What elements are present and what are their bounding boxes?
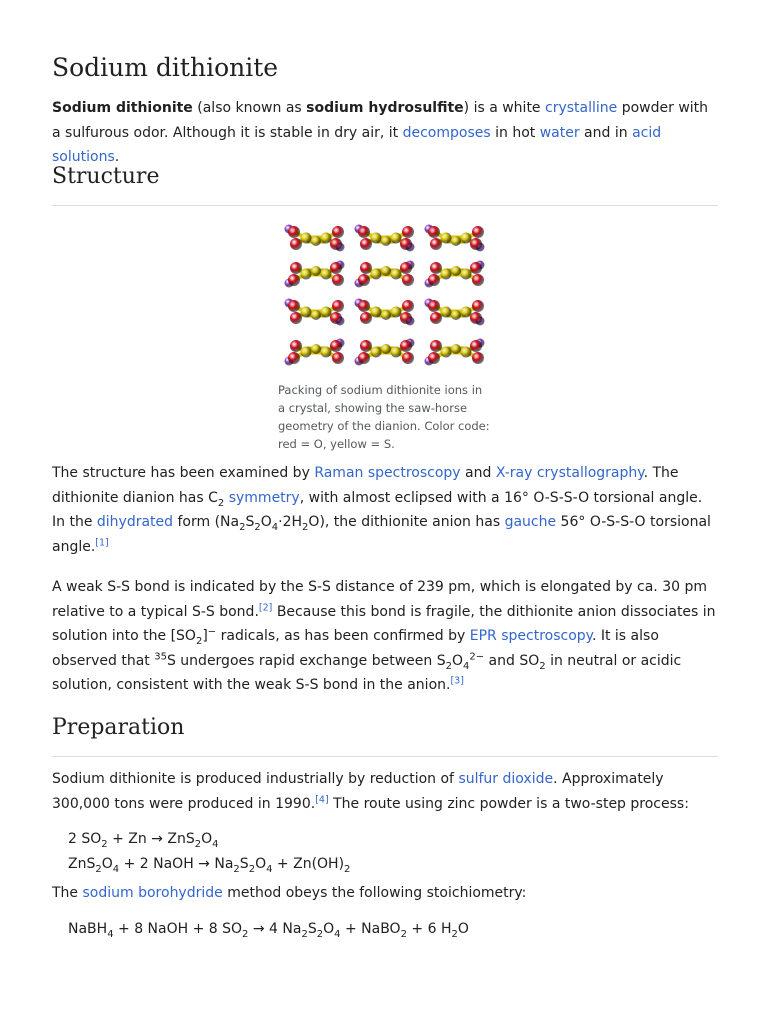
subscript: 4 [462,660,470,672]
oxygen-atom [330,238,342,250]
preparation-paragraph-2 [52,881,718,906]
text: . [114,149,120,165]
link-symmetry[interactable]: symmetry [228,489,300,506]
oxygen-atom [430,262,442,274]
heading-preparation: Preparation [52,715,185,740]
text: NaBH [68,921,108,937]
text: → 4 Na [248,921,302,937]
subscript: 2 [101,838,108,850]
page-title: Sodium dithionite [52,53,279,82]
sulfur-atom [461,269,472,280]
subscript: 4 [271,521,279,533]
bold-term: sodium hydrosulfite [306,100,464,116]
oxygen-atom [470,312,482,324]
sulfur-atom [311,266,321,276]
subscript: 2 [242,928,249,940]
oxygen-atom [290,262,302,274]
sulfur-atom [441,269,452,280]
subscript: 2 [233,863,240,875]
text: and SO [484,652,540,669]
text: The [52,885,83,901]
equation-borohydride [68,917,469,941]
text: + 8 NaOH + 8 SO [113,921,243,937]
text: 2 SO [68,831,102,847]
oxygen-atom [428,226,440,238]
sulfur-atom [381,266,391,276]
reference-2[interactable]: [2] [258,601,273,613]
oxygen-atom [332,352,344,364]
text: 56° O-S-S-O torsional angle. [52,514,711,555]
subscript: 2 [302,521,309,533]
text: S [245,514,255,530]
sulfur-atom [381,310,391,320]
text: in neutral or acidic solution, consistent with the weak S-S bond in the anion. [52,652,682,693]
sulfur-atom [371,307,382,318]
text: . It is also observed that [52,628,659,669]
oxygen-atom [288,226,300,238]
sulfur-atom [321,307,332,318]
text: O [201,831,213,847]
oxygen-atom [470,340,482,352]
text: + Zn → ZnS [107,831,195,847]
text: S undergoes rapid exchange between S [166,652,446,669]
text: and in [579,124,633,141]
oxygen-atom [402,300,414,312]
text: form (Na [173,514,240,530]
subscript: 2 [239,521,246,533]
text: ) is a white [463,100,545,116]
oxygen-atom [400,238,412,250]
sulfur-atom [391,269,402,280]
subscript: 2 [217,497,225,509]
oxygen-atom [472,300,484,312]
text: + Zn(OH) [272,856,345,872]
structure-paragraph-2 [52,575,718,698]
text: in hot [490,124,540,141]
oxygen-atom [400,312,412,324]
subscript: 4 [266,863,273,875]
superscript: 35 [154,650,167,662]
link-sodium-borohydride[interactable]: sodium borohydride [82,885,223,901]
reference-1[interactable]: [1] [95,536,109,548]
superscript: 2− [469,650,485,662]
link-gauche[interactable]: gauche [504,514,557,530]
sulfur-atom [381,236,391,246]
text: + 6 H [406,921,452,937]
sulfur-atom [371,233,382,244]
subscript: 2 [95,863,102,875]
oxygen-atom [400,262,412,274]
sulfur-atom [451,344,461,354]
sulfur-atom [391,233,402,244]
oxygen-atom [360,340,372,352]
text: radicals, as has been confirmed by [216,628,470,644]
sulfur-atom [301,233,312,244]
oxygen-atom [358,300,370,312]
text: ] [202,628,208,644]
link-sulfur-dioxide[interactable]: sulfur dioxide [458,771,554,787]
link-epr-spectroscopy[interactable]: EPR spectroscopy [469,628,592,644]
oxygen-atom [428,352,440,364]
text: The structure has been examined by [52,465,315,481]
sulfur-atom [461,347,472,358]
subscript: 2 [400,928,407,940]
oxygen-atom [330,312,342,324]
link-crystalline[interactable]: crystalline [545,100,618,116]
sulfur-atom [301,269,312,280]
oxygen-atom [358,274,370,286]
subscript: 4 [112,863,120,875]
oxygen-atom [430,340,442,352]
text: O [323,921,335,937]
sulfur-atom [321,269,332,280]
oxygen-atom [400,340,412,352]
oxygen-atom [290,312,302,324]
text: O [457,921,469,937]
sulfur-atom [311,310,321,320]
sulfur-atom [451,310,461,320]
oxygen-atom [470,238,482,250]
oxygen-atom [358,352,370,364]
sulfur-atom [461,307,472,318]
subscript: 2 [451,928,458,940]
text: O [260,514,272,530]
oxygen-atom [360,238,372,250]
text: O), the dithionite anion has [308,514,505,530]
structure-paragraph-1 [52,461,718,559]
oxygen-atom [332,226,344,238]
oxygen-atom [472,352,484,364]
text: ·2H [278,514,303,530]
section-divider [52,756,718,757]
text: O [255,856,267,872]
preparation-paragraph-1 [52,767,718,816]
oxygen-atom [428,300,440,312]
text: ZnS [68,856,96,872]
heading-structure: Structure [52,164,160,189]
text: . The dithionite dianion has C [52,465,679,506]
oxygen-atom [288,352,300,364]
text: A weak S-S bond is indicated by the S-S distance of 239 pm, which is elongated by ca. 30 pm relative to a typical S-S bond. [52,579,707,620]
text: O [451,652,463,669]
oxygen-atom [290,238,302,250]
oxygen-atom [472,226,484,238]
crystal-packing-image[interactable] [278,218,492,368]
subscript: 2 [254,521,261,533]
figure-caption: Packing of sodium dithionite ions in a crystal, showing the saw-horse geometry of the dianion. Color code: red = O, yellow = S. [278,383,490,451]
oxygen-atom [290,340,302,352]
sulfur-atom [301,307,312,318]
oxygen-atom [360,312,372,324]
text: powder with a sulfurous odor. Although it is stable in dry air, it [52,100,709,141]
sulfur-atom [371,347,382,358]
link-acid-solutions[interactable]: acid solutions [52,124,662,165]
oxygen-atom [402,274,414,286]
sulfur-atom [321,347,332,358]
text: + 2 NaOH → Na [119,856,234,872]
subscript: 2 [316,928,324,940]
text: and [460,465,496,481]
text: Sodium dithionite is produced industrially by reduction of [52,771,459,787]
oxygen-atom [332,300,344,312]
sulfur-atom [451,236,461,246]
section-divider [52,205,718,206]
sulfur-atom [441,233,452,244]
oxygen-atom [430,238,442,250]
oxygen-atom [402,226,414,238]
oxygen-atom [288,274,300,286]
text: O [101,856,113,872]
reference-3[interactable]: [3] [450,675,464,687]
text: S [307,921,317,937]
sulfur-atom [391,347,402,358]
link-dihydrated[interactable]: dihydrated [96,514,174,530]
sulfur-atom [391,307,402,318]
oxygen-atom [358,226,370,238]
subscript: 2 [445,660,452,672]
subscript: 2 [344,863,351,875]
oxygen-atom [470,262,482,274]
sulfur-atom [311,236,321,246]
subscript: 2 [194,838,202,850]
sulfur-atom [461,233,472,244]
reference-4[interactable]: [4] [315,793,329,805]
sulfur-atom [311,344,321,354]
oxygen-atom [402,352,414,364]
equation-zinc-step-1 [68,827,219,851]
superscript: − [207,626,217,638]
subscript: 2 [248,863,256,875]
sulfur-atom [371,269,382,280]
text: , with almost eclipsed with a 16° O-S-S-O torsional angle. In the [52,489,703,530]
text: Because this bond is fragile, the dithionite anion dissociates in solution into the [SO [52,603,716,644]
subscript: 2 [539,660,546,672]
sulfur-atom [441,307,452,318]
oxygen-atom [330,340,342,352]
link-decomposes[interactable]: decomposes [402,124,491,141]
oxygen-atom [428,274,440,286]
oxygen-atom [288,300,300,312]
bold-term: Sodium dithionite [52,100,193,116]
subscript: 2 [301,928,308,940]
intro-paragraph [52,96,718,170]
sulfur-atom [301,347,312,358]
oxygen-atom [332,274,344,286]
text: S [239,856,249,872]
text: (also known as [192,100,307,116]
equation-zinc-step-2 [68,852,350,876]
oxygen-atom [360,262,372,274]
sulfur-atom [441,347,452,358]
oxygen-atom [472,274,484,286]
oxygen-atom [430,312,442,324]
subscript: 2 [195,635,203,647]
text: . Approximately 300,000 tons were produced in 1990. [52,771,664,812]
sulfur-atom [321,233,332,244]
link-raman-spectroscopy[interactable]: Raman spectroscopy [314,465,461,481]
subscript: 4 [107,928,114,940]
text: method obeys the following stoichiometry: [222,885,527,901]
subscript: 4 [334,928,341,940]
subscript: 4 [212,838,219,850]
link-xray-crystallography[interactable]: X-ray crystallography [495,465,644,481]
link-water[interactable]: water [539,124,580,141]
sulfur-atom [451,266,461,276]
text: + NaBO [340,921,401,937]
oxygen-atom [330,262,342,274]
sulfur-atom [381,344,391,354]
text: The route using zinc powder is a two-step process: [328,795,689,812]
